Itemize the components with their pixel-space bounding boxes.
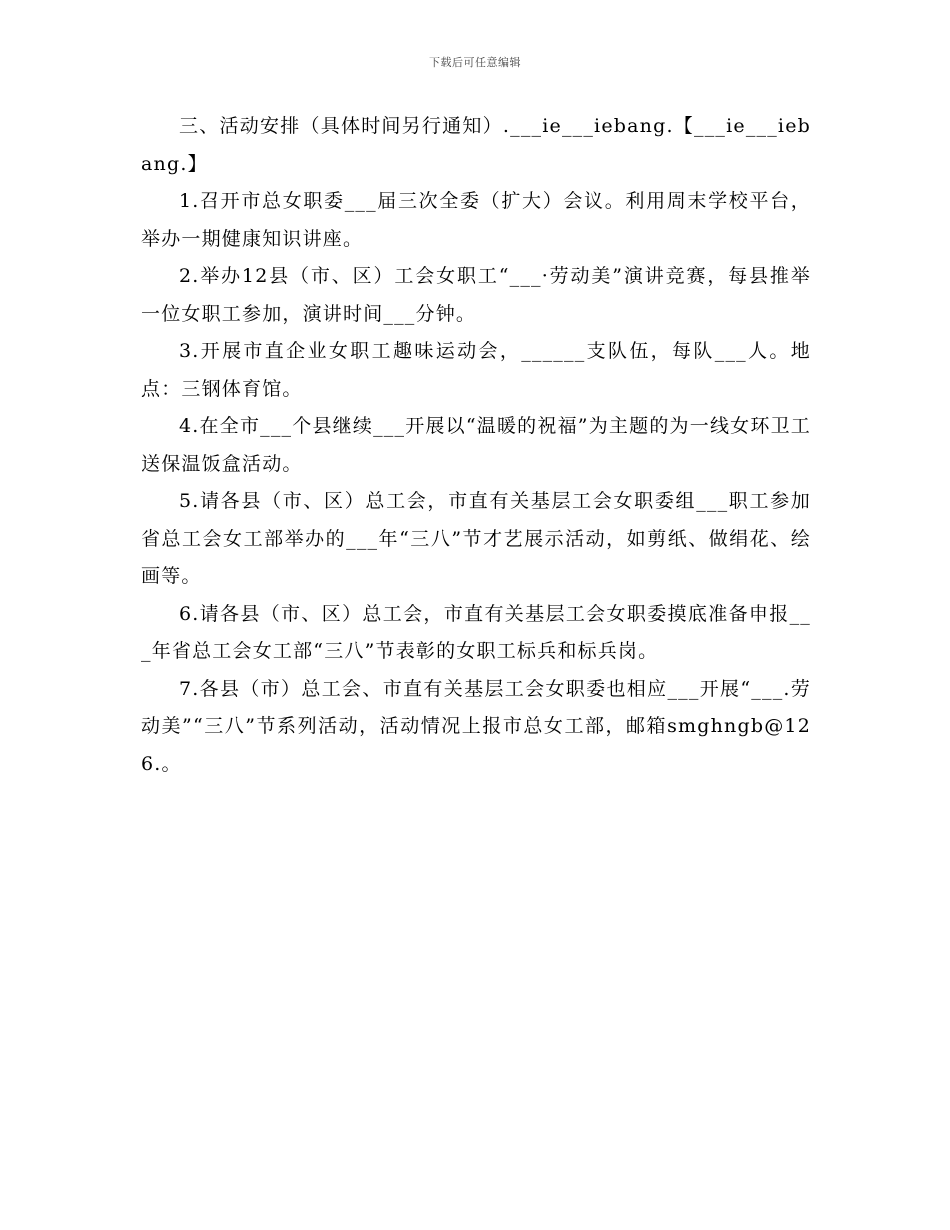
list-item: 3.开展市直企业女职工趣味运动会，______支队伍，每队___人。地点：三钢体育馆。 (141, 340, 811, 400)
list-item: 7.各县（市）总工会、市直有关基层工会女职委也相应___开展“___.劳动美”“三八”节系列活动，活动情况上报市总女工部，邮箱smghngb@126.。 (141, 677, 811, 775)
list-item: 2.举办12县（市、区）工会女职工“___·劳动美”演讲竞赛，每县推举一位女职工参加，演讲时间___分钟。 (141, 265, 811, 325)
list-item: 1.召开市总女职委___届三次全委（扩大）会议。利用周末学校平台，举办一期健康知识讲座。 (141, 190, 811, 250)
list-item: 5.请各县（市、区）总工会，市直有关基层工会女职委组___职工参加省总工会女工部举办的___年“三八”节才艺展示活动，如剪纸、做绢花、绘画等。 (141, 490, 811, 587)
document-body (141, 108, 811, 783)
section-heading: 三、活动安排（具体时间另行通知）.___ie___iebang.【___ie___iebang.】 (141, 115, 811, 175)
list-item: 4.在全市___个县继续___开展以“温暖的祝福”为主题的为一线女环卫工送保温饭盒活动。 (141, 415, 811, 475)
page-header: 下载后可任意编辑 (429, 56, 521, 69)
list-item: 6.请各县（市、区）总工会，市直有关基层工会女职委摸底准备申报___年省总工会女工部“三八”节表彰的女职工标兵和标兵岗。 (141, 602, 811, 662)
